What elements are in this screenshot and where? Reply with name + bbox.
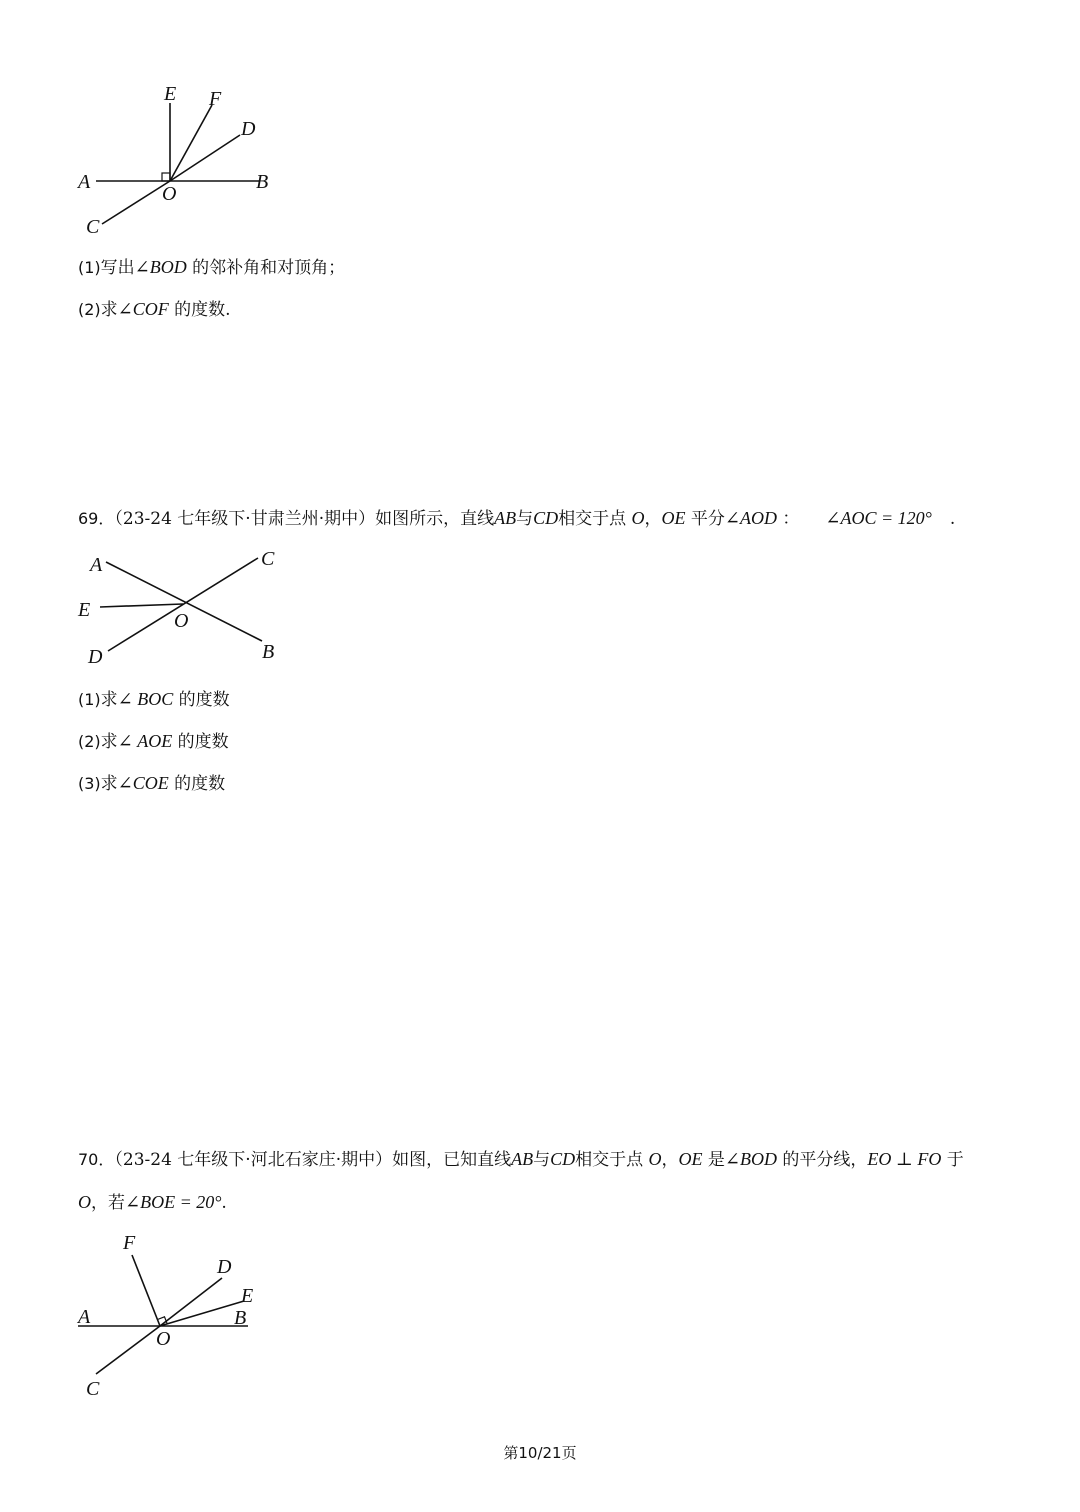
figure-q68 — [70, 78, 290, 247]
label-o: O — [174, 610, 189, 632]
q69-stem: 69．（23-24 七年级下·甘肃兰州·期中）如图所示，直线AB与CD相交于点 O，OE 平分∠AOD ： ∠AOC = 120° . — [78, 508, 956, 529]
ray-of — [132, 1255, 160, 1326]
q69-source: （23-24 七年级下·甘肃兰州·期中） — [114, 509, 376, 529]
q68-part1: (1)写出∠BOD 的邻补角和对顶角； — [78, 257, 346, 278]
ray-oe — [160, 1301, 244, 1326]
figure-q69 — [70, 540, 300, 679]
label-a: A — [78, 171, 91, 193]
right-angle-mark — [162, 173, 170, 181]
label-d: D — [217, 1256, 232, 1278]
q70-stem-line2: O，若∠BOE = 20°. — [78, 1192, 227, 1213]
label-c: C — [261, 548, 275, 570]
label-c: C — [86, 1378, 100, 1400]
ray-of — [170, 105, 212, 181]
label-d: D — [88, 646, 103, 668]
label-a: A — [78, 1306, 91, 1328]
q69-part2: (2)求∠ AOE 的度数 — [78, 731, 229, 752]
label-b: B — [256, 171, 269, 193]
label-b: B — [262, 641, 275, 663]
ray-od — [170, 135, 240, 181]
q70-source: （23-24 七年级下·河北石家庄·期中） — [114, 1150, 393, 1170]
label-o: O — [156, 1328, 171, 1350]
ray-oc — [96, 1326, 160, 1374]
label-b: B — [234, 1307, 247, 1329]
q69-part3: (3)求∠COE 的度数 — [78, 773, 226, 794]
q69-part1: (1)求∠ BOC 的度数 — [78, 689, 230, 710]
figure-q70 — [70, 1225, 290, 1409]
label-c: C — [86, 216, 100, 238]
page-number: 第10/21页 — [503, 1444, 577, 1462]
q70-stem-line1: 70．（23-24 七年级下·河北石家庄·期中）如图，已知直线AB与CD相交于点 O，OE 是∠BOD 的平分线，EO ⊥ FO 于 — [78, 1149, 964, 1170]
label-d: D — [241, 118, 256, 140]
label-o: O — [162, 183, 177, 205]
label-a: A — [90, 554, 103, 576]
q68-part2: (2)求∠COF 的度数. — [78, 299, 231, 320]
label-e: E — [164, 83, 177, 105]
label-f: F — [123, 1232, 136, 1254]
ray-od — [160, 1278, 222, 1326]
label-e: E — [78, 599, 91, 621]
ray-oc — [102, 181, 170, 224]
label-e: E — [241, 1285, 254, 1307]
label-f: F — [209, 88, 222, 110]
ray-oe — [100, 604, 183, 607]
